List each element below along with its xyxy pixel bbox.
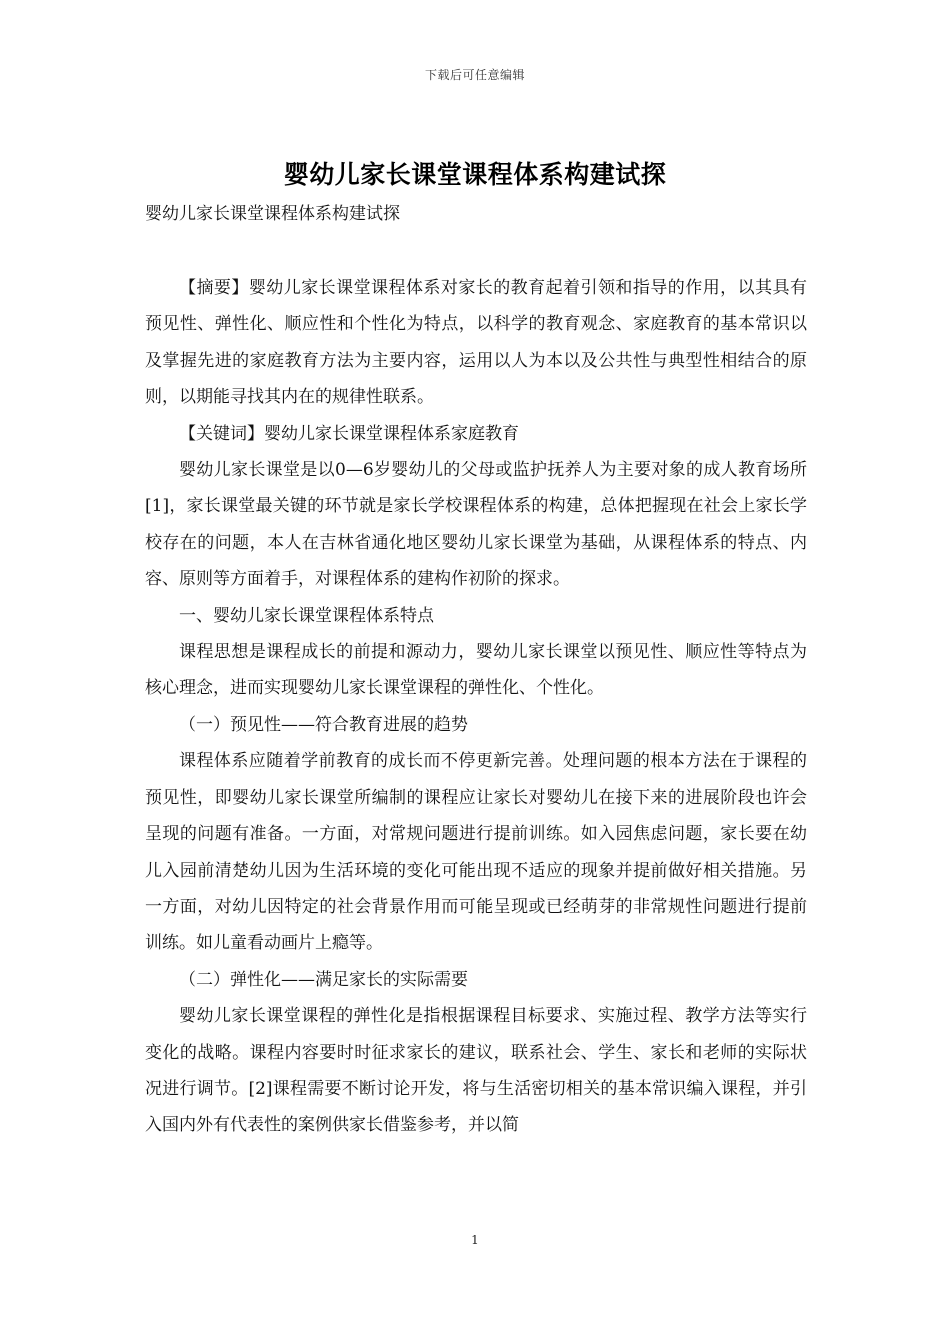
document-title: 婴幼儿家长课堂课程体系构建试探 xyxy=(283,160,667,189)
keywords-paragraph: 【关键词】婴幼儿家长课堂课程体系家庭教育 xyxy=(179,423,519,444)
body-paragraph: 婴幼儿家长课堂是以0—6岁婴幼儿的父母或监护抚养人为主要对象的成人教育场所[1]，家长课堂最关键的环节就是家长学校课程体系的构建，总体把握现在社会上家长学校存在的问题，本人在吉林省通化地区婴幼儿家长课堂为基础，从课程体系的特点、内容、原则等方面着手，对课程体系的建构作初阶的探求。 xyxy=(145,460,807,590)
document-subtitle: 婴幼儿家长课堂课程体系构建试探 xyxy=(145,204,400,224)
document-body xyxy=(145,270,807,1144)
subsection-heading: （二）弹性化——满足家长的实际需要 xyxy=(179,969,468,990)
page-number: 1 xyxy=(471,1233,479,1247)
subsection-heading: （一）预见性——符合教育进展的趋势 xyxy=(179,714,468,735)
body-paragraph: 婴幼儿家长课堂课程的弹性化是指根据课程目标要求、实施过程、教学方法等实行变化的战略。课程内容要时时征求家长的建议，联系社会、学生、家长和老师的实际状况进行调节。[2]课程需要不断讨论开发，将与生活密切相关的基本常识编入课程，并引入国内外有代表性的案例供家长借鉴参考，并以简 xyxy=(145,1006,807,1136)
page-header-note: 下载后可任意编辑 xyxy=(424,68,525,82)
abstract-paragraph: 【摘要】婴幼儿家长课堂课程体系对家长的教育起着引领和指导的作用，以其具有预见性、弹性化、顺应性和个性化为特点，以科学的教育观念、家庭教育的基本常识以及掌握先进的家庭教育方法为主要内容，运用以人为本以及公共性与典型性相结合的原则，以期能寻找其内在的规律性联系。 xyxy=(145,278,807,408)
section-heading: 一、婴幼儿家长课堂课程体系特点 xyxy=(179,605,434,626)
body-paragraph: 课程思想是课程成长的前提和源动力，婴幼儿家长课堂以预见性、顺应性等特点为核心理念，进而实现婴幼儿家长课堂课程的弹性化、个性化。 xyxy=(145,642,807,699)
body-paragraph: 课程体系应随着学前教育的成长而不停更新完善。处理问题的根本方法在于课程的预见性，即婴幼儿家长课堂所编制的课程应让家长对婴幼儿在接下来的进展阶段也许会呈现的问题有准备。一方面，对常规问题进行提前训练。如入园焦虑问题，家长要在幼儿入园前清楚幼儿因为生活环境的变化可能出现不适应的现象并提前做好相关措施。另一方面，对幼儿因特定的社会背景作用而可能呈现或已经萌芽的非常规性问题进行提前训练。如儿童看动画片上瘾等。 xyxy=(145,751,807,954)
